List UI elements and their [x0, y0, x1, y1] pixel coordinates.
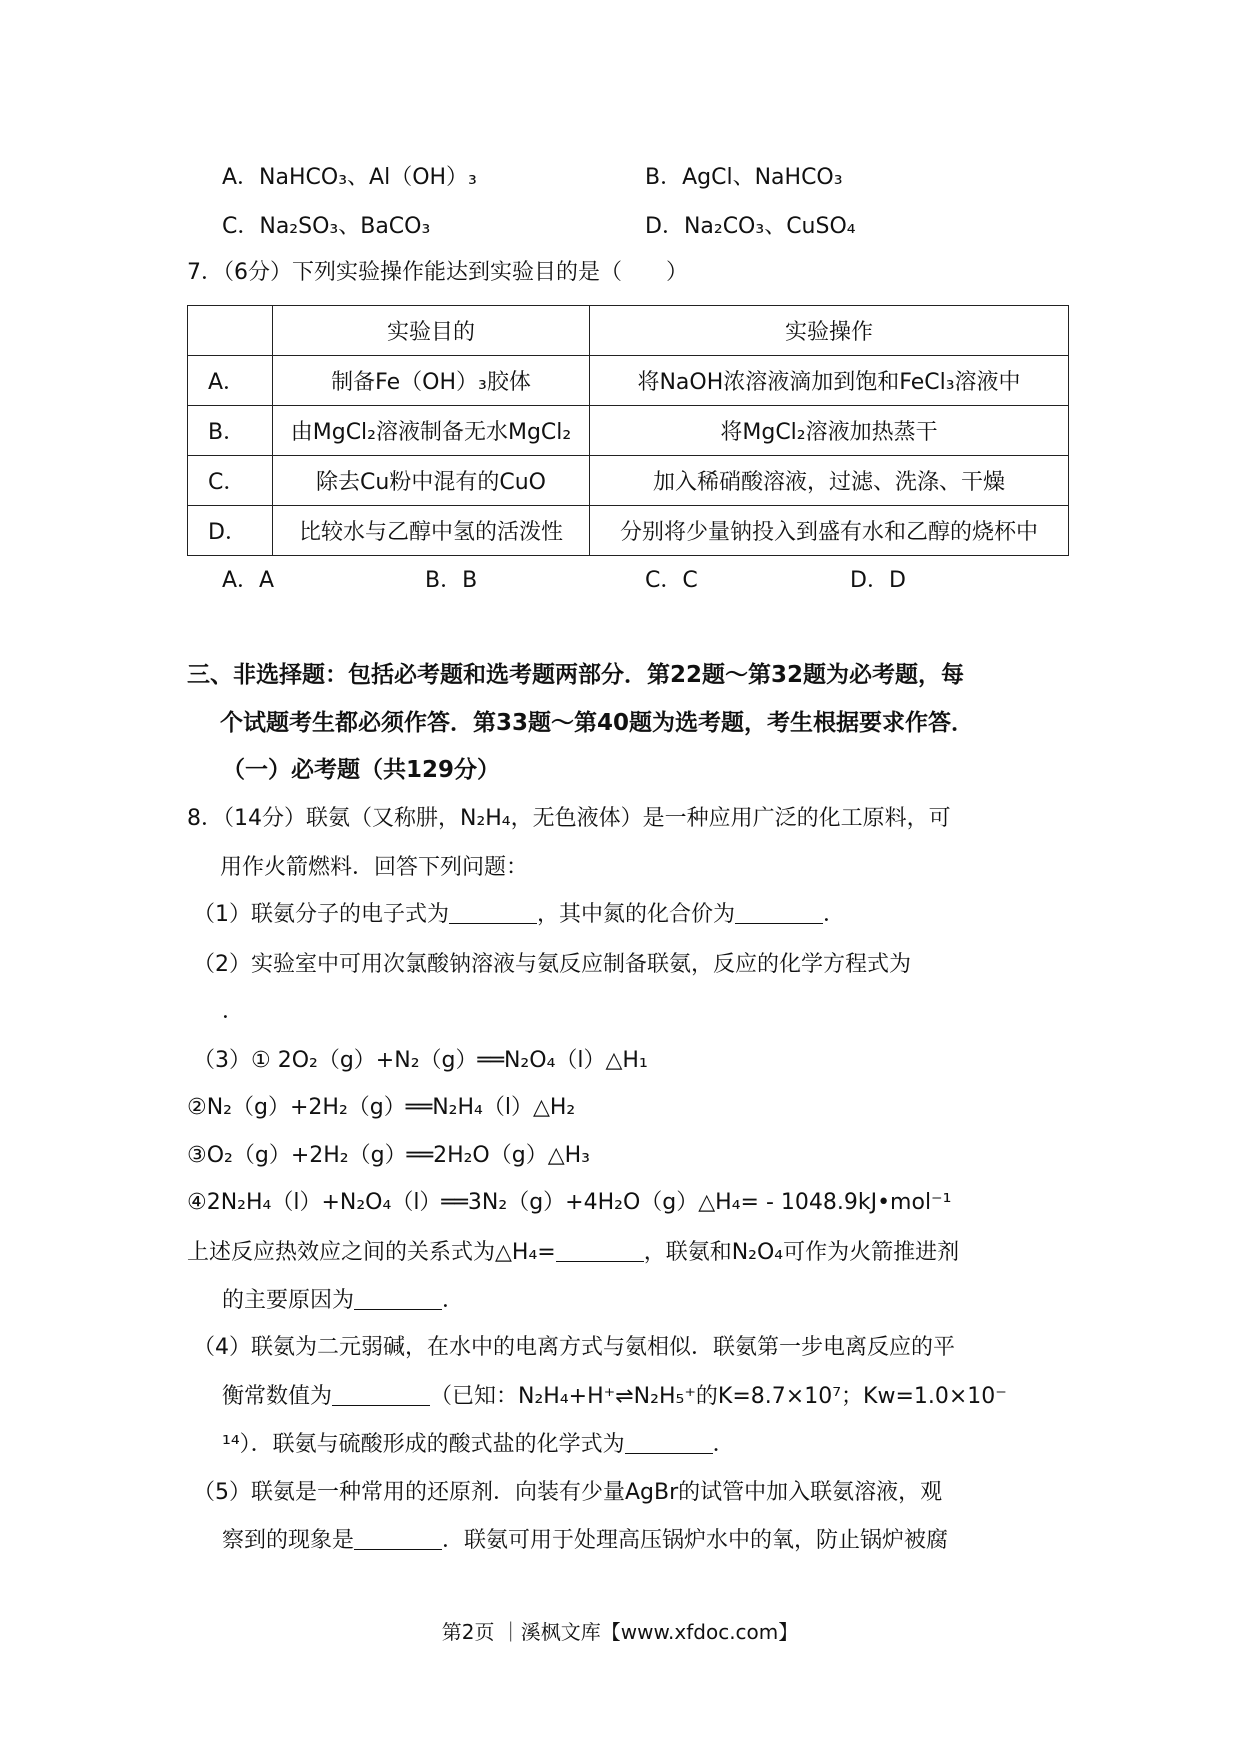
q8-part5-line2: [222, 1526, 948, 1556]
table-cell: 将NaOH浓溶液滴加到饱和FeCl₃溶液中: [590, 356, 1069, 406]
table-cell: B．: [188, 406, 273, 456]
q8-part3-eq2: ②N₂（g）+2H₂（g）══N₂H₄（l）△H₂: [187, 1095, 576, 1120]
table-cell: [188, 306, 273, 356]
table-cell: 将MgCl₂溶液加热蒸干: [590, 406, 1069, 456]
q8-part4-text-a: 衡常数值为: [222, 1384, 333, 1409]
option-a-prev: A．NaHCO₃、Al（OH）₃: [222, 165, 477, 190]
section-3-subheading: （一）必考题（共129分）: [222, 757, 501, 783]
q8-part4-line3: [222, 1430, 735, 1460]
q8-part5-text-b: ．联氨可用于处理高压锅炉水中的氧，防止锅炉被腐: [442, 1528, 949, 1553]
q8-part3-eq1: （3）① 2O₂（g）+N₂（g）══N₂O₄（l）△H₁: [193, 1048, 648, 1073]
table-cell: 由MgCl₂溶液制备无水MgCl₂: [273, 406, 590, 456]
table-cell: 加入稀硝酸溶液，过滤、洗涤、干燥: [590, 456, 1069, 506]
q8-part3-reason: [222, 1286, 464, 1316]
q8-part3-text-c: 的主要原因为: [222, 1288, 355, 1313]
answer-blank[interactable]: [354, 1287, 442, 1310]
page-footer: 第2页 ｜溪枫文库【www.xfdoc.com】: [441, 1620, 799, 1644]
table-cell: 除去Cu粉中混有的CuO: [273, 456, 590, 506]
table-row: [188, 356, 1069, 406]
option-b-prev: B．AgCl、NaHCO₃: [645, 165, 843, 190]
table-row: [188, 406, 1069, 456]
section-3-heading-line2: 个试题考生都必须作答．第33题～第40题为选考题，考生根据要求作答．: [220, 710, 975, 736]
option-d-prev: D．Na₂CO₃、CuSO₄: [645, 214, 856, 239]
q8-part3-eq4: ④2N₂H₄（l）+N₂O₄（l）══3N₂（g）+4H₂O（g）△H₄= - 1048.9kJ•mol⁻¹: [187, 1190, 952, 1215]
table-cell: 制备Fe（OH）₃胶体: [273, 356, 590, 406]
answer-blank[interactable]: [556, 1239, 644, 1262]
q8-part3-text-b: ，联氨和N₂O₄可作为火箭推进剂: [643, 1240, 960, 1265]
table-header-purpose: 实验目的: [273, 306, 590, 356]
q8-part2-line2: ．: [222, 999, 245, 1024]
q8-part1: [193, 900, 845, 930]
q8-part4-line1: （4）联氨为二元弱碱，在水中的电离方式与氨相似．联氨第一步电离反应的平: [193, 1335, 955, 1360]
table-header-row: [188, 306, 1069, 356]
q8-part4-text-b: （已知：N₂H₄+H⁺⇌N₂H₅⁺的K=8.7×10⁷；Kw=1.0×10⁻: [430, 1384, 1007, 1409]
q8-part1-text-a: （1）联氨分子的电子式为: [193, 902, 449, 927]
answer-blank[interactable]: [332, 1383, 430, 1406]
experiment-table: [187, 305, 1069, 556]
q7-choice-d: D．D: [850, 568, 906, 593]
table-header-operation: 实验操作: [590, 306, 1069, 356]
option-c-prev: C．Na₂SO₃、BaCO₃: [222, 214, 431, 239]
q7-choice-a: A．A: [222, 568, 275, 593]
q8-part3-text-a: 上述反应热效应之间的关系式为△H₄=: [187, 1240, 556, 1265]
table-cell: D．: [188, 506, 273, 556]
table-cell: A．: [188, 356, 273, 406]
answer-blank[interactable]: [625, 1431, 713, 1454]
answer-blank[interactable]: [735, 901, 823, 924]
section-3-heading-line1: 三、非选择题：包括必考题和选考题两部分．第22题～第32题为必考题，每: [187, 662, 965, 688]
q8-part3-relation: [187, 1238, 959, 1268]
q8-part1-text-c: ．: [823, 902, 846, 927]
q8-part3-text-d: ．: [442, 1288, 465, 1313]
table-row: [188, 506, 1069, 556]
q8-part5-text-a: 察到的现象是: [222, 1528, 355, 1553]
question-7-stem: 7．（6分）下列实验操作能达到实验目的是（ ）: [187, 260, 688, 285]
table-cell: 比较水与乙醇中氢的活泼性: [273, 506, 590, 556]
table-cell: C．: [188, 456, 273, 506]
question-8-stem-line2: 用作火箭燃料．回答下列问题：: [220, 855, 529, 880]
q8-part2-line1: （2）实验室中可用次氯酸钠溶液与氨反应制备联氨，反应的化学方程式为: [193, 952, 911, 977]
table-row: [188, 456, 1069, 506]
q7-choice-c: C．C: [645, 568, 698, 593]
answer-blank[interactable]: [449, 901, 537, 924]
q8-part5-line1: （5）联氨是一种常用的还原剂．向装有少量AgBr的试管中加入联氨溶液，观: [193, 1480, 943, 1505]
q8-part4-text-d: ．: [712, 1432, 735, 1457]
question-8-stem-line1: 8．（14分）联氨（又称肼，N₂H₄，无色液体）是一种应用广泛的化工原料，可: [187, 806, 951, 831]
table-cell: 分别将少量钠投入到盛有水和乙醇的烧杯中: [590, 506, 1069, 556]
q8-part4-text-c: ¹⁴）．联氨与硫酸形成的酸式盐的化学式为: [222, 1432, 625, 1457]
q7-choice-b: B．B: [425, 568, 478, 593]
q8-part4-line2: [222, 1382, 1007, 1412]
answer-blank[interactable]: [354, 1527, 442, 1550]
q8-part3-eq3: ③O₂（g）+2H₂（g）══2H₂O（g）△H₃: [187, 1143, 590, 1168]
q8-part1-text-b: ，其中氮的化合价为: [537, 902, 736, 927]
